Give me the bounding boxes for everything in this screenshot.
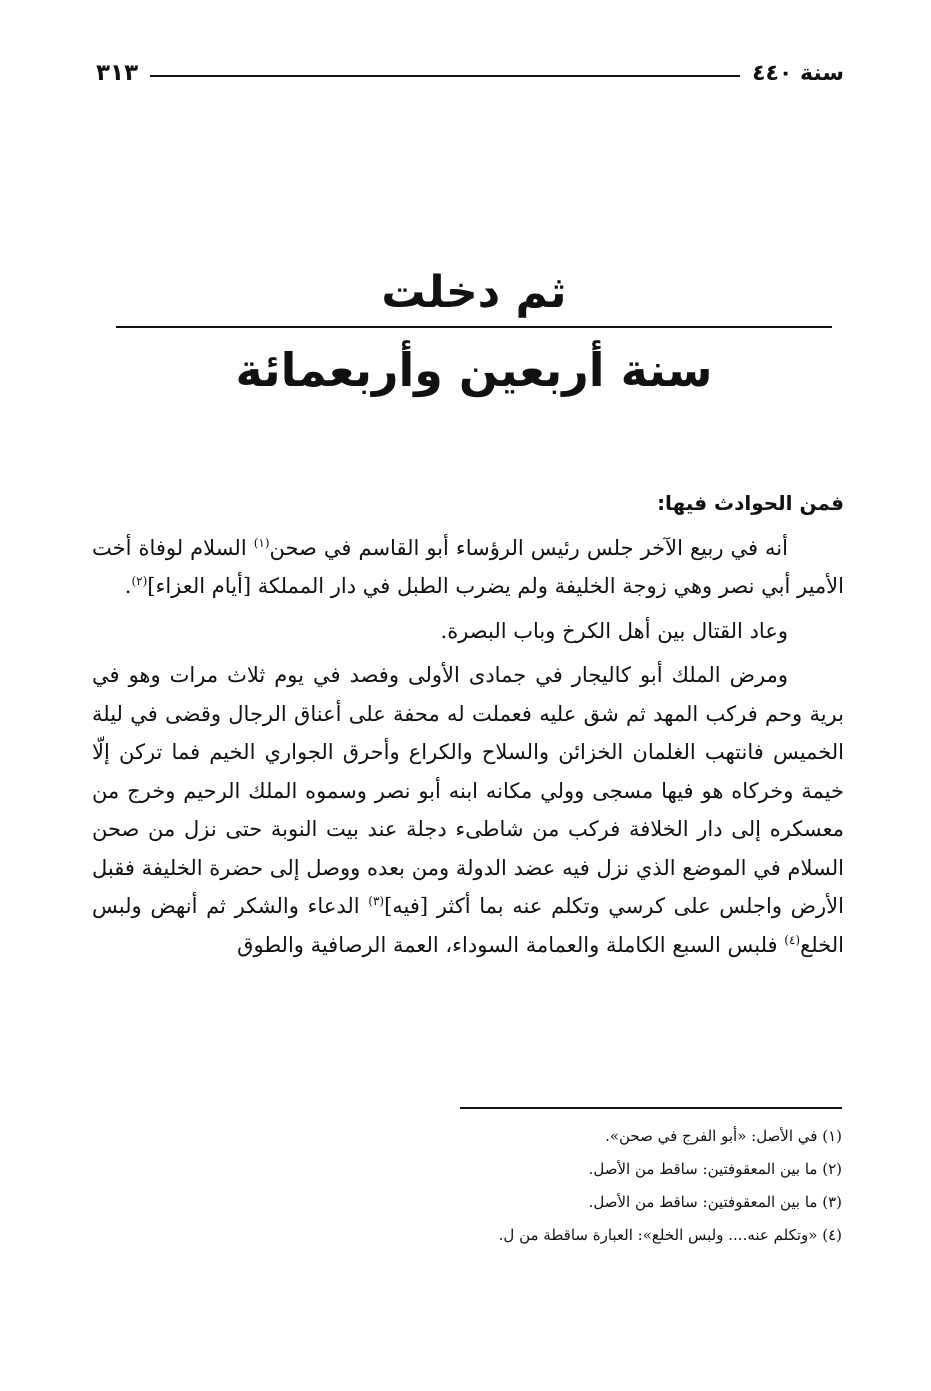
paragraph-2: وعاد القتال بين أهل الكرخ وباب البصرة. [440,618,788,643]
footnote-ref-3: (٣) [368,894,385,908]
footnote-2: (٢) ما بين المعقوفتين: ساقط من الأصل. [588,1160,842,1178]
footnotes [300,1120,842,1252]
paragraph-3-part-c: فلبس السبع الكاملة والعمامة السوداء، العمة الرصافية والطوق [237,932,785,957]
footnote-ref-2: (٢) [131,574,148,588]
paragraph-3-part-a: ومرض الملك أبو كاليجار في جمادى الأولى وفصد في يوم ثلاث مرات وهو في برية وحم فركب المهد ثم شق عليه فعملت له محفة على أعناق الرجال وقضى في ليلة الخميس فانتهب الغلمان الخزائن والسلاح والكراع وأحرق الجواري الخيم فما تركن إلّا خيمة وخركاه هو فيها مسجى وولي مكانه ابنه أبو نصر وسموه الملك الرحيم وخرج من معسكره إلى دار الخلافة فركب من شاطىء دجلة عند بيت النوبة حتى نزل من صحن السلام في الموضع الذي نزل فيه عضد الدولة ومن بعده ووصل إلى حضرة الخليفة فقبل الأرض واجلس على كرسي وتكلم عنه بما أكثر [فيه] [92,663,844,918]
title-line-1: ثم دخلت [381,267,567,318]
footnote-separator [460,1107,842,1109]
paragraph-1-part-c: . [124,574,132,598]
footnote-3: (٣) ما بين المعقوفتين: ساقط من الأصل. [588,1193,842,1211]
footnote-ref-1: (١) [253,535,270,550]
chapter-title [116,262,832,402]
paragraph-1-part-a: أنه في ربيع الآخر جلس رئيس الرؤساء أبو القاسم في صحن [269,535,788,560]
footnote-1: (١) في الأصل: «أبو الفرج في صحن». [605,1127,842,1145]
page-number: ٣١٣ [96,60,139,86]
title-line-2: سنة أربعين وأربعمائة [235,343,713,397]
footnote-4: (٤) «وتكلم عنه.... ولبس الخلع»: العبارة ساقطة من ل. [498,1226,842,1244]
paragraph-1-part-b: السلام لوفاة أخت الأمير أبي نصر وهي زوجة الخليفة ولم يضرب الطبل في دار المملكة [أيام العزاء] [92,535,844,598]
title-rule [116,326,832,328]
header-rule [150,75,740,77]
section-lead: فمن الحوادث فيها: [657,491,844,515]
paragraph-3-part-b: الدعاء والشكر ثم أنهض ولبس الخلع [92,894,844,957]
running-header [96,58,844,88]
paragraph-3 [92,656,844,964]
body-text [92,484,844,964]
running-header-year: سنة ٤٤٠ [752,60,844,86]
paragraph-1 [92,529,844,606]
footnote-ref-4: (٤) [784,932,801,947]
